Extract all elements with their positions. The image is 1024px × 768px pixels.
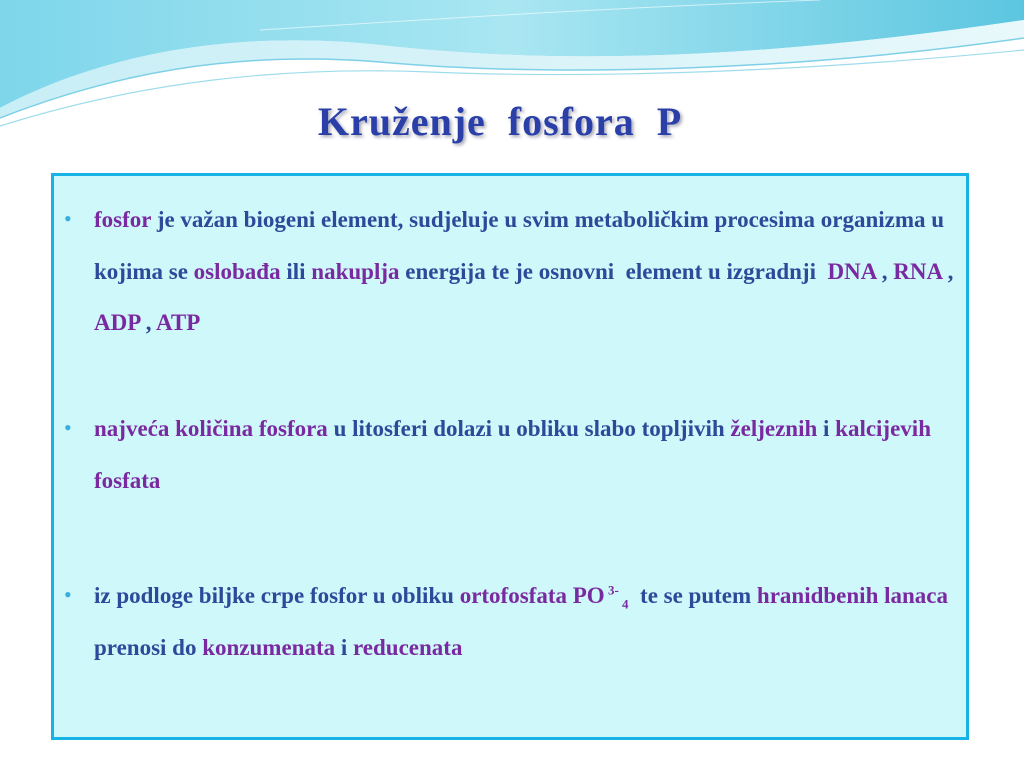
bullet-icon: • [64, 582, 72, 607]
bullet-item-2 [64, 403, 954, 506]
text-segment: , [140, 310, 156, 335]
text-segment: nakuplja [311, 258, 400, 284]
text-segment: , [876, 258, 894, 284]
text-segment: fosfor [94, 207, 152, 232]
text-segment: 4 [618, 596, 629, 612]
bullet-item-1 [64, 194, 958, 349]
text-segment: oslobađa [193, 258, 281, 284]
bullet-text [94, 194, 958, 349]
text-segment: i [817, 416, 836, 441]
bullet-item-3 [64, 570, 954, 673]
text-segment: u litosferi dolazi u obliku slabo topljivih [327, 416, 731, 441]
text-segment: hranidbenih lanaca [756, 583, 949, 608]
text-segment: 3- [604, 582, 619, 598]
bullet-icon: • [64, 415, 72, 440]
text-segment: RNA [893, 258, 942, 284]
text-segment: prenosi do [94, 583, 954, 660]
text-segment: iz podloge biljke crpe fosfor u obliku [94, 583, 460, 608]
text-segment: reducenata [353, 634, 463, 660]
text-segment: ili [280, 258, 312, 284]
text-segment: i [335, 634, 354, 660]
text-segment: konzumenata [202, 634, 336, 660]
text-segment: najveća količina fosfora [94, 416, 328, 441]
slide-title: Kruženje fosfora P [317, 99, 683, 144]
bullet-text [94, 403, 954, 506]
text-segment: ATP [155, 310, 201, 335]
text-segment: je važan biogeni element, sudjeluje u svim metaboličkim procesima organizma u kojima se [94, 207, 950, 284]
text-segment: kalcijevih fosfata [94, 416, 937, 493]
text-segment: željeznih [730, 416, 818, 441]
text-segment: ADP [94, 310, 140, 335]
bullet-icon: • [64, 206, 72, 231]
text-segment: te se putem [628, 583, 757, 608]
text-segment: , [941, 258, 958, 284]
text-segment: energija te je osnovni element u izgradnji [399, 258, 828, 284]
content-box [51, 173, 969, 740]
text-segment: DNA [827, 258, 877, 284]
text-segment: ortofosfata PO [459, 583, 605, 608]
bullet-text [94, 570, 954, 673]
